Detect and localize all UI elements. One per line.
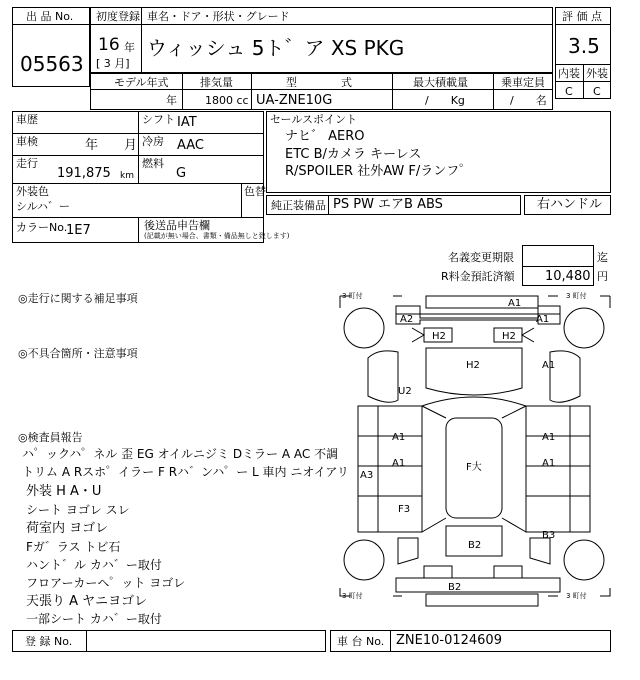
inspector-line: ハ゜ックハ゜ネル 歪 EG オイルニジミ Dミラー A AC 不調: [22, 447, 339, 461]
ac-label: 冷房: [142, 135, 164, 148]
damage-mark: F3: [398, 504, 411, 515]
corner-note: 3 町付: [566, 292, 587, 300]
interior-grade: C: [565, 85, 573, 98]
inspection-label: 車検: [16, 135, 38, 148]
defects-label: ◎不具合箇所・注意事項: [18, 347, 138, 360]
model-code-label: 型 式: [286, 76, 352, 89]
damage-mark: A1: [508, 298, 522, 309]
score-label: 評 価 点: [562, 10, 602, 23]
shift-label: シフト: [142, 113, 175, 126]
damage-mark: B2: [448, 582, 462, 593]
sales-point-line: ナヒ゛ AERO: [285, 129, 365, 144]
inspector-line: トリム A Rスホ゜イラー F Rハ゛ンハ゜ー L 車内 ニオイアリ: [22, 465, 349, 479]
interior-label: 内装: [558, 67, 580, 80]
inspector-line: 荷室内 ヨゴレ: [26, 521, 109, 536]
driving-notes-label: ◎走行に関する補足事項: [18, 292, 138, 305]
first-reg-label: 初度登録: [96, 10, 140, 23]
damage-mark: F大: [466, 462, 482, 473]
damage-mark: U2: [398, 386, 412, 397]
shift-value: IAT: [177, 115, 197, 130]
steering-value: 右ハンドル: [537, 197, 603, 212]
sales-points-label: セールスポイント: [270, 113, 358, 126]
max-load-value: / Kg: [425, 94, 465, 107]
mileage-label: 走行: [16, 157, 38, 170]
recycle-value: 10,480: [545, 269, 591, 284]
inspector-line: 天張り A ヤニヨゴレ: [26, 594, 148, 609]
equipment-value: PS PW エアB ABS: [333, 197, 443, 212]
displacement-label: 排気量: [200, 76, 233, 89]
model-code: UA-ZNE10G: [256, 93, 333, 108]
name-change-label: 名義変更期限: [448, 251, 514, 264]
chassis-no-label: 車 台 No.: [337, 635, 385, 648]
damage-mark: B2: [468, 540, 482, 551]
fuel-value: G: [176, 166, 187, 181]
model-year-value: 年: [166, 94, 177, 107]
mileage-value: 191,875: [57, 166, 111, 181]
inspector-label: ◎検査員報告: [18, 431, 83, 444]
exterior-grade: C: [593, 85, 601, 98]
name-change-box: [522, 245, 594, 267]
damage-mark: A1: [542, 360, 556, 371]
damage-mark: A1: [542, 432, 556, 443]
car-name: ウィッシュ 5ト゛ア XS PKG: [147, 36, 405, 60]
car-name-label: 車名・ドア・形状・グレード: [147, 10, 290, 23]
corner-note: 3 町付: [342, 592, 363, 600]
max-load-label: 最大積載量: [413, 76, 468, 89]
damage-mark: A1: [392, 458, 406, 469]
damage-mark: A1: [542, 458, 556, 469]
chassis-no-value: ZNE10-0124609: [396, 633, 502, 648]
color-no-label: カラーNo.: [16, 221, 68, 234]
recycle-unit: 円: [597, 270, 608, 283]
model-year-label: モデル年式: [114, 76, 169, 89]
lot-number: 05563: [20, 52, 84, 76]
sales-point-line: ETC B/カメラ キーレス: [285, 147, 422, 162]
capacity-label: 乗車定員: [501, 76, 545, 89]
inspector-line: 一部シート カハ゛ー取付: [26, 612, 162, 626]
inspector-line: 外装 H A・U: [26, 484, 102, 499]
reg-no-label: 登 録 No.: [25, 635, 73, 648]
first-reg-year-unit: 年: [124, 41, 135, 54]
color-change-label: 色替: [244, 185, 266, 198]
damage-mark: H2: [466, 360, 480, 371]
history-label: 車歴: [16, 113, 38, 126]
damage-mark: A1: [536, 314, 550, 325]
recycle-label: R料金預託済額: [441, 270, 515, 283]
first-reg-month: [ 3 月]: [96, 57, 130, 70]
mileage-unit: km: [120, 171, 134, 181]
exterior-color-value: シルハ゛ー: [16, 200, 70, 213]
damage-mark: B3: [542, 530, 556, 541]
inspector-line: フロアーカーヘ゜ット ヨゴレ: [26, 576, 186, 590]
score-value: 3.5: [568, 34, 600, 58]
exterior-color-label: 外装色: [16, 185, 49, 198]
corner-note: 3 町付: [566, 592, 587, 600]
docs-note: (記載が無い場合、書類・備品無しと致します): [144, 232, 290, 240]
damage-mark: A3: [360, 470, 374, 481]
damage-mark: H2: [432, 331, 446, 342]
sales-point-line: R/SPOILER 社外AW F/ランフ゜: [285, 164, 473, 179]
fuel-label: 燃料: [142, 157, 164, 170]
name-change-unit: 迄: [597, 251, 608, 264]
capacity-value: / 名: [510, 94, 547, 107]
exterior-label: 外装: [586, 67, 608, 80]
color-no-value: 1E7: [66, 223, 91, 238]
inspection-value: 年 月: [85, 138, 138, 153]
inspector-line: ハント゛ル カハ゛ー取付: [26, 558, 162, 572]
equipment-label: 純正装備品: [271, 199, 326, 212]
corner-note: 3 町付: [342, 292, 363, 300]
car-damage-diagram: [338, 288, 612, 628]
ac-value: AAC: [177, 138, 204, 153]
damage-mark: H2: [502, 331, 516, 342]
lot-no-label: 出 品 No.: [26, 10, 74, 23]
inspector-line: Fガ゛ラス トビ石: [26, 540, 121, 554]
displacement-value: 1800 cc: [205, 94, 249, 107]
damage-mark: A1: [392, 432, 406, 443]
docs-label: 後送品申告欄: [144, 219, 210, 232]
damage-mark: A2: [400, 314, 414, 325]
first-reg-year: 16: [98, 35, 120, 55]
inspector-line: シート ヨゴレ スレ: [26, 503, 130, 517]
